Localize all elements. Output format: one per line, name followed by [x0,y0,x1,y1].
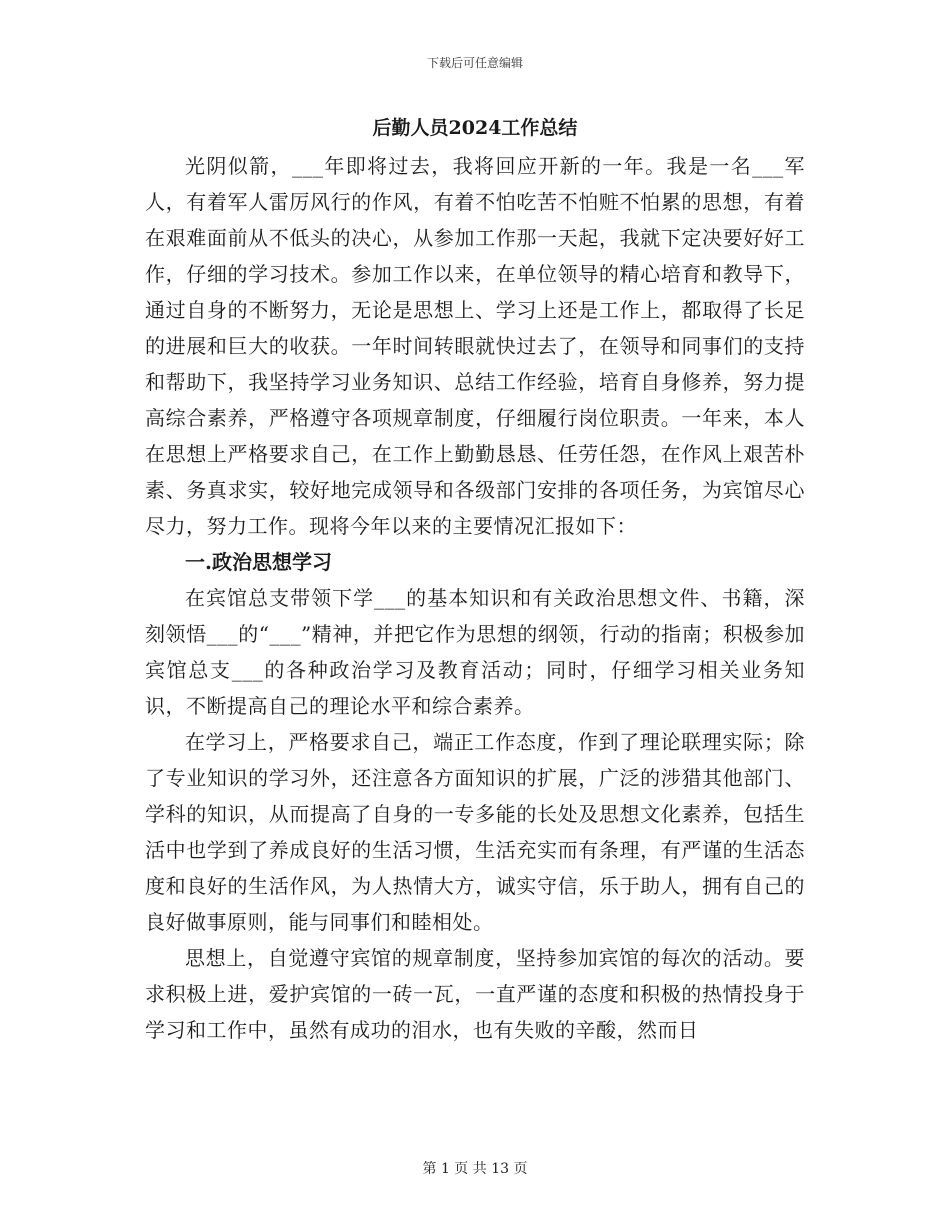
section1-paragraph-3: 思想上，自觉遵守宾馆的规章制度，坚持参加宾馆的每次的活动。要求积极上进，爱护宾馆的一砖一瓦，一直严谨的态度和积极的热情投身于学习和工作中，虽然有成功的泪水，也有失败的辛酸，然而日 [145,946,805,1042]
intro-paragraph: 光阴似箭，___年即将过去，我将回应开新的一年。我是一名___军人，有着军人雷厉风行的作风，有着不怕吃苦不怕赃不怕累的思想，有着在艰难面前从不低头的决心，从参加工作那一天起，我就下定决要好好工作，仔细的学习技术。参加工作以来，在单位领导的精心培育和教导下，通过自身的不断努力，无论是思想上、学习上还是工作上，都取得了长足的进展和巨大的收获。一年时间转眼就快过去了，在领导和同事们的支持和帮助下，我坚持学习业务知识、总结工作经验，培育自身修养，努力提高综合素养，严格遵守各项规章制度，仔细履行岗位职责。一年来，本人在思想上严格要求自己，在工作上勤勤恳恳、任劳任怨，在作风上艰苦朴素、务真求实，较好地完成领导和各级部门安排的各项任务，为宾馆尽心尽力，努力工作。现将今年以来的主要情况汇报如下： [145,154,805,538]
section1-paragraph-1: 在宾馆总支带领下学___的基本知识和有关政治思想文件、书籍，深刻领悟___的“___”精神，并把它作为思想的纲领，行动的指南；积极参加宾馆总支___的各种政治学习及教育活动；同时，仔细学习相关业务知识，不断提高自己的理论水平和综合素养。 [145,586,805,718]
document-title: 后勤人员2024工作总结 [372,117,578,139]
section1-paragraph-2: 在学习上，严格要求自己，端正工作态度，作到了理论联理实际；除了专业知识的学习外，还注意各方面知识的扩展，广泛的涉猎其他部门、学科的知识，从而提高了自身的一专多能的长处及思想文化素养，包括生活中也学到了养成良好的生活习惯，生活充实而有条理，有严谨的生活态度和良好的生活作风，为人热情大方，诚实守信，乐于助人，拥有自己的良好做事原则，能与同事们和睦相处。 [145,730,805,934]
page-header-note: 下载后可任意编辑 [426,56,523,70]
document-body [145,110,805,1048]
page-number-footer: 第 1 页 共 13 页 [422,1161,528,1177]
section-heading-political-study: 一.政治思想学习 [185,550,332,574]
